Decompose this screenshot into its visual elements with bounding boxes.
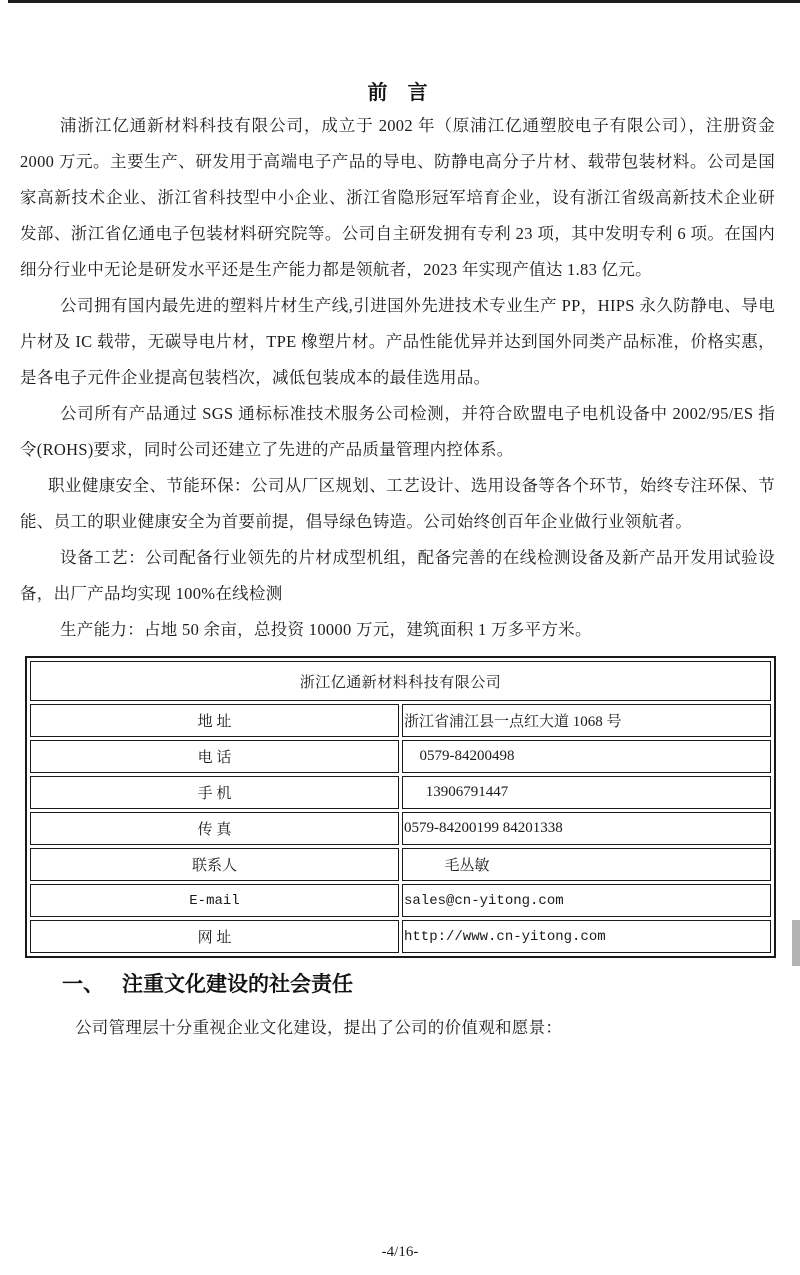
- email-value: sales@cn-yitong.com: [402, 884, 771, 917]
- paragraph-culture: 公司管理层十分重视企业文化建设，提出了公司的价值观和愿景：: [75, 1018, 563, 1037]
- address-label: 地 址: [30, 704, 399, 737]
- table-row: [30, 848, 771, 881]
- section-title: 注重文化建设的社会责任: [122, 973, 353, 996]
- page-number: -4/16-: [381, 1244, 419, 1260]
- phone-label: 电 话: [30, 740, 399, 773]
- paragraph-capacity: 生产能力：占地 50 余亩，总投资 10000 万元，建筑面积 1 万多平方米。: [60, 620, 592, 639]
- paragraph-production-line: 公司拥有国内最先进的塑料片材生产线,引进国外先进技术专业生产 PP，HIPS 永久防静电、导电片材及 IC 载带，无碳导电片材，TPE 橡塑片材。产品性能优异并达到国外同类产品标准，价格实惠，是各电子元件企业提高包装档次，减低包装成本的最佳选用品。: [20, 296, 775, 387]
- section-number: 一、: [62, 973, 104, 996]
- table-row: [30, 776, 771, 809]
- mobile-value: 13906791447: [402, 776, 771, 809]
- contact-person-label: 联系人: [30, 848, 399, 881]
- table-row: [30, 740, 771, 773]
- website-value: http://www.cn-yitong.com: [402, 920, 771, 953]
- section-heading: [62, 970, 775, 1000]
- fax-label: 传 真: [30, 812, 399, 845]
- company-name-cell: 浙江亿通新材料科技有限公司: [30, 661, 771, 701]
- paragraph-equipment: 设备工艺：公司配备行业领先的片材成型机组，配备完善的在线检测设备及新产品开发用试验设备，出厂产品均实现 100%在线检测: [20, 548, 775, 603]
- website-label: 网 址: [30, 920, 399, 953]
- document-title: 前 言: [367, 82, 428, 104]
- paragraph-company-intro: 浦浙江亿通新材料科技有限公司，成立于 2002 年（原浦江亿通塑胶电子有限公司），注册资金 2000 万元。主要生产、研发用于高端电子产品的导电、防静电高分子片材、载带包装材料。公司是国家高新技术企业、浙江省科技型中小企业、浙江省隐形冠军培育企业，设有浙江省级高新技术企业研发部、浙江省亿通电子包装材料研究院等。公司自主研发拥有专利 23 项，其中发明专利 6 项。在国内细分行业中无论是研发水平还是生产能力都是领航者，2023 年实现产值达 1.83 亿元。: [20, 116, 775, 279]
- address-value: 浙江省浦江县一点红大道 1068 号: [402, 704, 771, 737]
- mobile-label: 手 机: [30, 776, 399, 809]
- contact-person-value: 毛丛敏: [402, 848, 771, 881]
- table-row: [30, 704, 771, 737]
- company-contact-table: [25, 656, 776, 958]
- paragraph-health-safety: 职业健康安全、节能环保：公司从厂区规划、工艺设计、选用设备等各个环节，始终专注环保、节能、员工的职业健康安全为首要前提，倡导绿色铸造。公司始终创百年企业做行业领航者。: [20, 476, 775, 531]
- email-label: E-mail: [30, 884, 399, 917]
- paragraph-certification: 公司所有产品通过 SGS 通标标准技术服务公司检测，并符合欧盟电子电机设备中 2002/95/ES 指令(ROHS)要求，同时公司还建立了先进的产品质量管理内控体系。: [20, 404, 775, 459]
- table-row: [30, 812, 771, 845]
- table-row: [30, 920, 771, 953]
- fax-value: 0579-84200199 84201338: [402, 812, 771, 845]
- table-row-header: [30, 661, 771, 701]
- table-row: [30, 884, 771, 917]
- phone-value: 0579-84200498: [402, 740, 771, 773]
